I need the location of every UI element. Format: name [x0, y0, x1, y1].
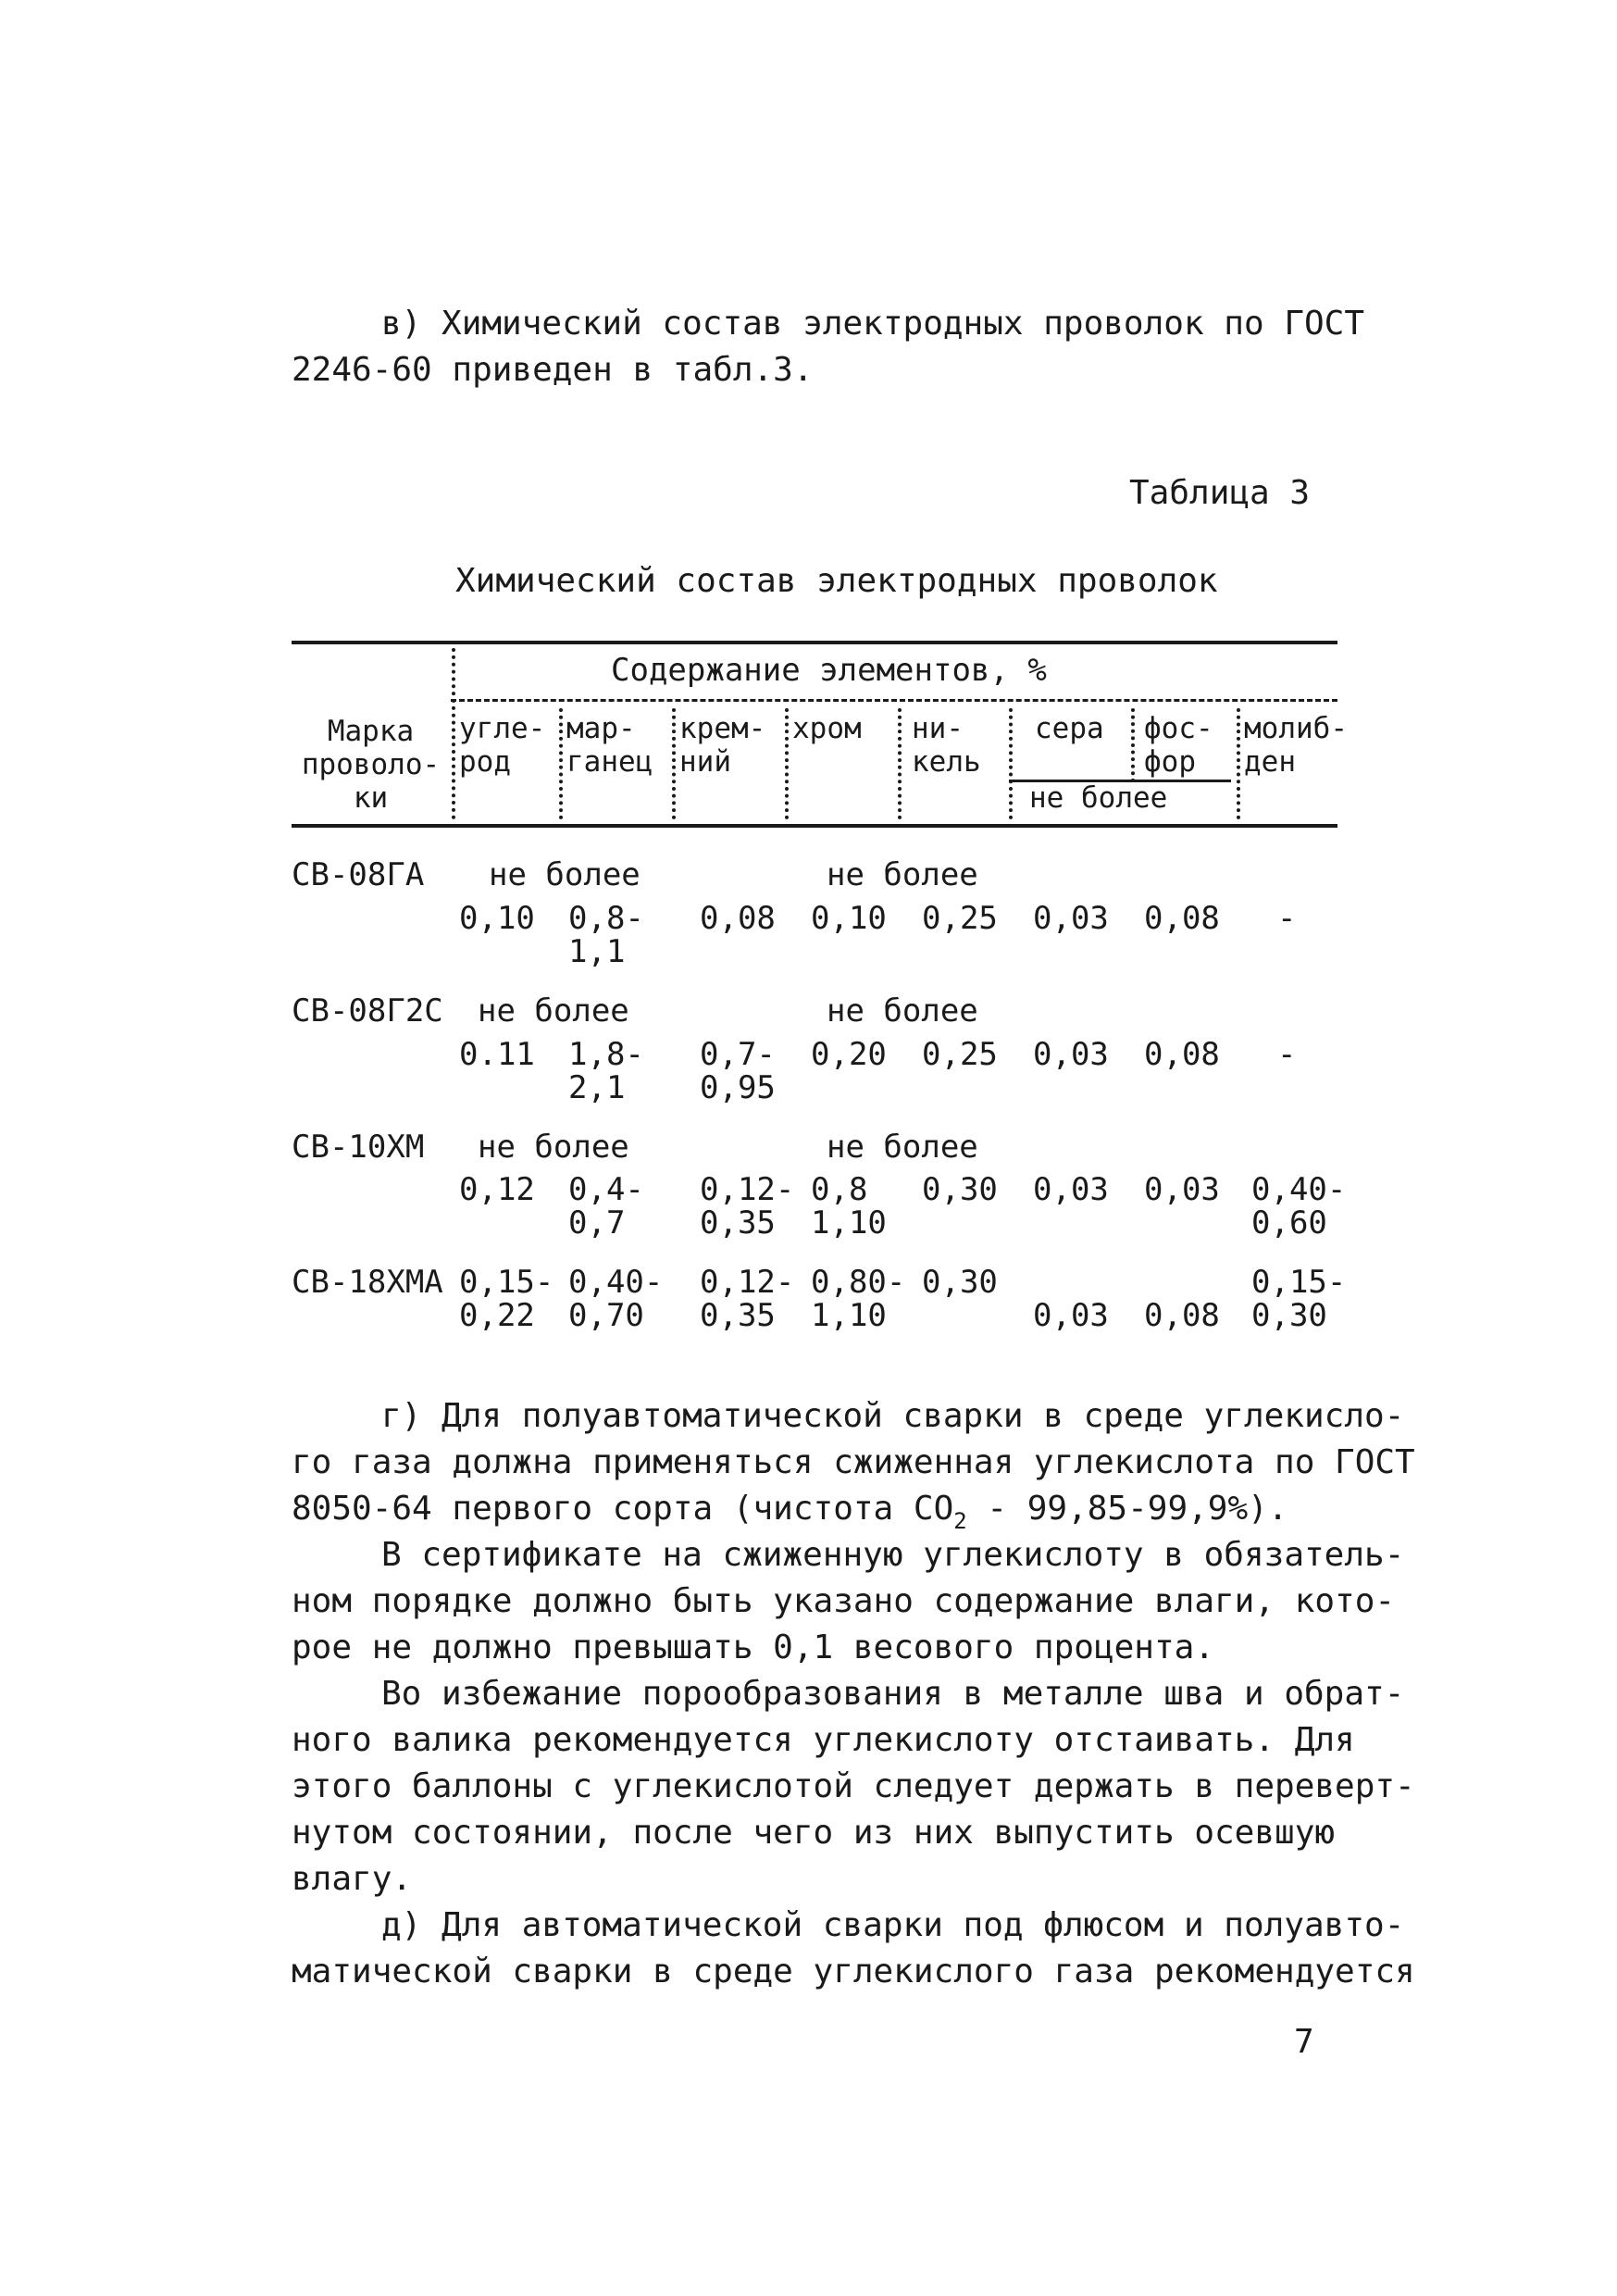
intro-line-1: в) Химический состав электродных проволок по ГОСТ — [381, 305, 1365, 343]
row-1-sulfur: 0,03 — [1033, 900, 1109, 937]
row-1-molybdenum: - — [1277, 900, 1297, 937]
col-separator-1 — [559, 708, 563, 819]
row-1-silicon: 0,08 — [700, 900, 776, 937]
row-4-carbon: 0,15- 0,22 — [459, 1264, 554, 1334]
para-g-line-2: го газа должна применяться сжиженная углекислота по ГОСТ — [292, 1443, 1415, 1481]
para-d-line-1: д) Для автоматической сварки под флюсом и полуавто- — [381, 1906, 1405, 1944]
row-1-phosphorus: 0,08 — [1144, 900, 1220, 937]
table-title: Химический состав электродных проволок — [455, 562, 1218, 600]
row-3-brand: СВ-10ХМ — [292, 1129, 425, 1166]
row-1-carbon: 0,10 — [459, 900, 535, 937]
row-4-nickel: 0,30 — [922, 1264, 998, 1301]
row-2-molybdenum: - — [1277, 1036, 1297, 1073]
col-separator-4 — [898, 708, 902, 819]
col-header-manganese: мар- ганец — [566, 712, 653, 779]
row-4-manganese: 0,40- 0,70 — [568, 1264, 664, 1334]
row-1-chromium: 0,10 — [811, 900, 887, 937]
brand-header: Марка проволо- ки — [301, 715, 441, 815]
row-3-manganese: 0,4- 0,7 — [568, 1171, 644, 1242]
para-avoid-line-5: влагу. — [292, 1860, 413, 1898]
col-header-phosphorus: фос- фор — [1144, 712, 1213, 779]
col-header-molybdenum: молиб- ден — [1244, 712, 1348, 779]
row-2-manganese: 1,8- 2,1 — [568, 1036, 644, 1106]
col-header-carbon: угле- род — [459, 712, 546, 779]
row-2-chromium: 0,20 — [811, 1036, 887, 1073]
col-separator-5 — [1009, 708, 1013, 819]
para-cert-line-3: рое не должно превышать 0,1 весового процента. — [292, 1628, 1214, 1666]
page-number: 7 — [1294, 2023, 1314, 2061]
table-top-rule — [292, 641, 1337, 644]
row-4-sulfur: 0,03 — [1033, 1297, 1109, 1334]
para-avoid-line-1: Во избежание порообразования в металле шва и обрат- — [381, 1675, 1405, 1713]
row-2-carbon: 0.11 — [459, 1036, 535, 1073]
intro-line-2: 2246-60 приведен в табл.3. — [292, 351, 814, 389]
header-bottom-rule — [292, 824, 1337, 828]
row-4-chromium: 0,80- 1,10 — [811, 1264, 906, 1334]
row-2-sulfur: 0,03 — [1033, 1036, 1109, 1073]
para-cert-line-2: ном порядке должно быть указано содержание влаги, кото- — [292, 1582, 1396, 1620]
col-separator-3 — [785, 708, 789, 819]
row-4-brand: СВ-18ХМА — [292, 1264, 443, 1301]
row-3-carbon: 0,12 — [459, 1171, 535, 1208]
row-3-molybdenum: 0,40- 0,60 — [1251, 1171, 1347, 1242]
row-1-note-a: не более — [489, 856, 641, 893]
row-1-note-b: не более — [827, 856, 978, 893]
row-3-note-b: не более — [827, 1129, 978, 1166]
col-header-chromium: хром — [792, 712, 862, 745]
row-1-nickel: 0,25 — [922, 900, 998, 937]
para-g-line-1: г) Для полуавтоматической сварки в среде углекисло- — [381, 1397, 1405, 1435]
table-label: Таблица 3 — [1129, 474, 1311, 512]
group-header: Содержание элементов, % — [611, 652, 1047, 689]
row-4-phosphorus: 0,08 — [1144, 1297, 1220, 1334]
col-header-nickel: ни- кель — [912, 712, 981, 779]
header-group-rule — [451, 699, 1337, 702]
row-3-sulfur: 0,03 — [1033, 1171, 1109, 1208]
row-2-brand: СВ-08Г2С — [292, 992, 443, 1029]
col-header-silicon: крем- ний — [679, 712, 766, 779]
para-avoid-line-4: нутом состоянии, после чего из них выпустить осевшую — [292, 1814, 1336, 1852]
brand-separator — [452, 648, 455, 819]
row-4-molybdenum: 0,15- 0,30 — [1251, 1264, 1347, 1334]
row-3-note-a: не более — [478, 1129, 629, 1166]
col-separator-7 — [1237, 708, 1240, 819]
row-3-nickel: 0,30 — [922, 1171, 998, 1208]
col-header-sulfur: сера — [1035, 712, 1104, 745]
para-g-line-3: 8050-64 первого сорта (чистота $CO_2 - 99,85-99,9\%$). — [292, 1490, 1288, 1534]
row-1-brand: СВ-08ГА — [292, 856, 425, 893]
row-3-silicon: 0,12- 0,35 — [700, 1171, 795, 1242]
row-2-silicon: 0,7- 0,95 — [700, 1036, 776, 1106]
row-2-note-b: не более — [827, 992, 978, 1029]
row-2-phosphorus: 0,08 — [1144, 1036, 1220, 1073]
para-d-line-2: матической сварки в среде углекислого газа рекомендуется — [292, 1953, 1415, 1990]
para-avoid-line-2: ного валика рекомендуется углекислоту отстаивать. Для — [292, 1721, 1355, 1759]
row-2-nickel: 0,25 — [922, 1036, 998, 1073]
row-3-chromium: 0,8 1,10 — [811, 1171, 887, 1242]
row-2-note-a: не более — [478, 992, 629, 1029]
para-avoid-line-3: этого баллоны с углекислотой следует держать в переверт- — [292, 1767, 1415, 1805]
row-1-manganese: 0,8- 1,1 — [568, 900, 644, 970]
col-separator-2 — [672, 708, 676, 819]
row-4-silicon: 0,12- 0,35 — [700, 1264, 795, 1334]
row-3-phosphorus: 0,03 — [1144, 1171, 1220, 1208]
para-cert-line-1: В сертификате на сжиженную углекислоту в обязатель- — [381, 1536, 1405, 1574]
header-not-more: не более — [1029, 781, 1168, 815]
col-separator-6 — [1131, 708, 1135, 782]
